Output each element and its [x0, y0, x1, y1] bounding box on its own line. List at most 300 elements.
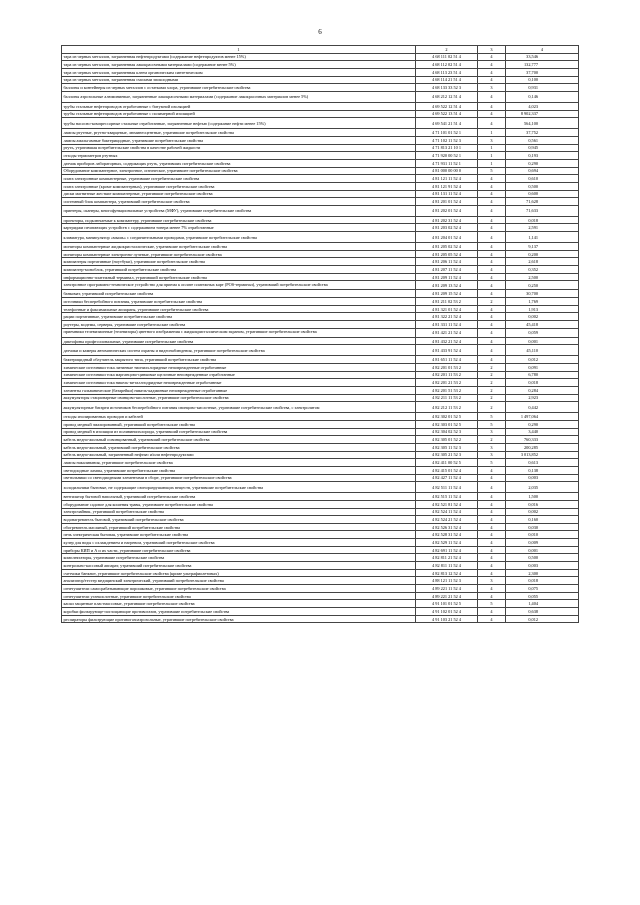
- cell-amount: 200,285: [506, 443, 579, 451]
- cell-amount: 3 013,852: [506, 451, 579, 459]
- cell-waste-code: 4 68 114 21 51 4: [416, 76, 478, 84]
- cell-amount: 2,618: [506, 258, 579, 266]
- table-row: [62, 615, 579, 623]
- table-row: [62, 585, 579, 593]
- cell-hazard-class: 4: [478, 508, 506, 516]
- cell-waste-name: провод медный в изоляции из поливинилхлорида, утративший потребительские свойства: [62, 428, 416, 436]
- cell-waste-code: 4 82 201 01 53 2: [416, 364, 478, 372]
- cell-waste-name: аккумуляторы стационарные свинцово-кислотные, утратившие потребительские свойства: [62, 394, 416, 402]
- header-row: [62, 46, 579, 54]
- cell-waste-name: контрольно-кассовый аппарат, утративший потребительские свойства: [62, 562, 416, 570]
- cell-amount: 71,628: [506, 198, 579, 206]
- cell-waste-code: 4 81 433 91 52 4: [416, 345, 478, 356]
- cell-waste-name: диктофоны профессиональные, утратившие потребительские свойства: [62, 337, 416, 345]
- table-row: [62, 53, 579, 61]
- cell-amount: 760,333: [506, 436, 579, 444]
- cell-waste-code: 4 81 322 21 52 4: [416, 313, 478, 321]
- cell-waste-name: плата электронные компьютерные, утратившие потребительские свойства: [62, 175, 416, 183]
- cell-waste-name: холодильники бытовые, не содержащие озоноразрушающих веществ, утратившие потребительские свойства: [62, 482, 416, 493]
- table-row: [62, 562, 579, 570]
- table-row: [62, 190, 579, 198]
- cell-hazard-class: 4: [478, 321, 506, 329]
- cell-amount: 0,193: [506, 152, 579, 160]
- cell-hazard-class: 4: [478, 305, 506, 313]
- table-row: [62, 443, 579, 451]
- cell-amount: 0,284: [506, 386, 579, 394]
- cell-amount: 0,138: [506, 466, 579, 474]
- table-row: [62, 250, 579, 258]
- cell-amount: 0,561: [506, 136, 579, 144]
- cell-hazard-class: 4: [478, 554, 506, 562]
- table-row: [62, 118, 579, 129]
- cell-amount: 0,146: [506, 91, 579, 102]
- cell-waste-code: 4 88 121 11 52 3: [416, 577, 478, 585]
- table-row: [62, 394, 579, 402]
- cell-hazard-class: 4: [478, 313, 506, 321]
- cell-waste-name: датчики и камеры автоматических систем охраны и видеонаблюдения, утратившие потребительские свойства: [62, 345, 416, 356]
- table-row: [62, 379, 579, 387]
- cell-amount: 0,290: [506, 159, 579, 167]
- cell-hazard-class: 2: [478, 379, 506, 387]
- cell-amount: 0,030: [506, 523, 579, 531]
- cell-waste-code: 4 81 121 91 52 4: [416, 182, 478, 190]
- cell-waste-name: кабель медно-жильный освинцованный, утративший потребительские свойства: [62, 436, 416, 444]
- cell-hazard-class: 3: [478, 428, 506, 436]
- table-row: [62, 466, 579, 474]
- table-body: [62, 53, 579, 623]
- table-row: [62, 345, 579, 356]
- cell-hazard-class: 4: [478, 608, 506, 616]
- table-row: [62, 313, 579, 321]
- table-row: [62, 413, 579, 421]
- cell-waste-name: электронное программно-техническое устройство для приема к оплате платежных карт (POS-терминал), утративший потребительские свойства: [62, 281, 416, 290]
- cell-waste-name: компьютер-моноблок, утративший потребительские свойства: [62, 266, 416, 274]
- cell-amount: 0,059: [506, 328, 579, 337]
- table-row: [62, 482, 579, 493]
- table-row: [62, 600, 579, 608]
- table-row: [62, 474, 579, 482]
- table-row: [62, 102, 579, 110]
- cell-hazard-class: 4: [478, 546, 506, 554]
- cell-waste-code: 4 81 131 11 52 4: [416, 190, 478, 198]
- cell-waste-name: аккумуляторные батареи источников бесперебойного питания свинцово-кислотные, утратившие потребительские свойства, с электролитом: [62, 402, 416, 413]
- table-row: [62, 175, 579, 183]
- cell-waste-code: 4 89 221 21 52 4: [416, 592, 478, 600]
- cell-amount: 0,931: [506, 84, 579, 92]
- table-row: [62, 243, 579, 251]
- table-row: [62, 364, 579, 372]
- cell-waste-code: 4 68 113 23 51 4: [416, 68, 478, 76]
- cell-waste-code: 4 82 411 00 52 5: [416, 459, 478, 467]
- cell-waste-code: 4 82 212 11 53 2: [416, 402, 478, 413]
- cell-amount: 2,923: [506, 394, 579, 402]
- cell-hazard-class: 2: [478, 298, 506, 306]
- table-row: [62, 232, 579, 243]
- cell-waste-code: 4 81 205 02 52 4: [416, 243, 478, 251]
- cell-amount: 1,141: [506, 232, 579, 243]
- cell-amount: 37,700: [506, 68, 579, 76]
- cell-waste-code: 4 81 201 01 52 4: [416, 198, 478, 206]
- table-row: [62, 76, 579, 84]
- table-row: [62, 167, 579, 175]
- cell-hazard-class: 4: [478, 266, 506, 274]
- table-row: [62, 136, 579, 144]
- cell-amount: 9,137: [506, 243, 579, 251]
- cell-waste-name: бактерицидный облучатель закрытого типа, утративший потребительские свойства: [62, 356, 416, 364]
- cell-waste-code: 4 69 522 12 51 4: [416, 102, 478, 110]
- table-row: [62, 554, 579, 562]
- cell-waste-code: 4 81 000 00 00 0: [416, 167, 478, 175]
- cell-waste-code: 4 69 541 21 51 4: [416, 118, 478, 129]
- cell-hazard-class: 3: [478, 577, 506, 585]
- cell-waste-code: 4 71 931 11 52 1: [416, 159, 478, 167]
- table-row: [62, 371, 579, 379]
- table-row: [62, 298, 579, 306]
- cell-amount: 1 497,064: [506, 413, 579, 421]
- cell-amount: 0,613: [506, 459, 579, 467]
- cell-amount: 0,055: [506, 592, 579, 600]
- cell-amount: 45,418: [506, 321, 579, 329]
- cell-hazard-class: 4: [478, 337, 506, 345]
- table-row: [62, 523, 579, 531]
- cell-amount: 0,012: [506, 615, 579, 623]
- cell-waste-name: тара из черных металлов, загрязненная лакокрасочными материалами (содержание менее 5%): [62, 61, 416, 69]
- cell-waste-code: 4 82 305 11 52 3: [416, 443, 478, 451]
- cell-amount: 0,003: [506, 562, 579, 570]
- cell-hazard-class: 4: [478, 345, 506, 356]
- table-row: [62, 577, 579, 585]
- cell-waste-code: 4 82 415 01 52 4: [416, 466, 478, 474]
- cell-amount: 2,591: [506, 224, 579, 232]
- cell-hazard-class: 4: [478, 258, 506, 266]
- cell-waste-name: электрочайник, утративший потребительские свойства: [62, 508, 416, 516]
- cell-amount: 0,002: [506, 313, 579, 321]
- cell-waste-name: химические источники тока марганцово-цинковые щелочные неповрежденные отработанные: [62, 371, 416, 379]
- cell-hazard-class: 4: [478, 175, 506, 183]
- table-row: [62, 569, 579, 577]
- cell-waste-name: вентилятор бытовой напольный, утративший потребительские свойства: [62, 493, 416, 501]
- cell-waste-code: 4 81 651 11 52 4: [416, 356, 478, 364]
- cell-waste-name: информационно-платежный терминал, утративший потребительские свойства: [62, 273, 416, 281]
- table-row: [62, 546, 579, 554]
- cell-waste-name: светодиодные лампы, утратившие потребительские свойства: [62, 466, 416, 474]
- header-cell-amount: 4: [506, 46, 579, 54]
- cell-waste-name: системный блок компьютера, утративший потребительские свойства: [62, 198, 416, 206]
- cell-waste-name: приемники телевизионные (телевизоры) цветного изображения с жидкокристаллическим экраном, утратившие потребительские свойства: [62, 328, 416, 337]
- cell-hazard-class: 4: [478, 232, 506, 243]
- cell-amount: 0,610: [506, 175, 579, 183]
- cell-waste-name: картриджи печатающих устройств с содержанием тонера менее 7% отработанные: [62, 224, 416, 232]
- table-row: [62, 84, 579, 92]
- cell-waste-code: 4 82 811 21 52 4: [416, 554, 478, 562]
- cell-waste-code: 4 91 103 21 52 4: [416, 615, 478, 623]
- cell-amount: 0,016: [506, 500, 579, 508]
- cell-waste-code: 4 81 209 13 52 4: [416, 281, 478, 290]
- table-row: [62, 61, 579, 69]
- cell-waste-code: 4 82 305 21 52 3: [416, 451, 478, 459]
- cell-amount: 0,012: [506, 356, 579, 364]
- table-row: [62, 144, 579, 152]
- cell-hazard-class: 4: [478, 250, 506, 258]
- header-cell-name: 1: [62, 46, 416, 54]
- cell-waste-name: источники бесперебойного питания, утратившие потребительские свойства: [62, 298, 416, 306]
- cell-waste-name: счетчики банкнот, утратившие потребительские свойства (кроме ультрафиолетовых): [62, 569, 416, 577]
- cell-hazard-class: 4: [478, 53, 506, 61]
- cell-hazard-class: 5: [478, 167, 506, 175]
- cell-amount: 1,769: [506, 298, 579, 306]
- table-row: [62, 428, 579, 436]
- cell-hazard-class: 4: [478, 224, 506, 232]
- cell-waste-code: 4 81 206 11 52 4: [416, 258, 478, 266]
- cell-hazard-class: 4: [478, 592, 506, 600]
- cell-hazard-class: 1: [478, 129, 506, 137]
- cell-hazard-class: 4: [478, 493, 506, 501]
- cell-amount: 0,442: [506, 402, 579, 413]
- cell-waste-code: 4 81 202 01 52 4: [416, 205, 478, 216]
- cell-waste-code: 4 71 813 21 10 1: [416, 144, 478, 152]
- cell-waste-code: 4 91 102 01 52 4: [416, 608, 478, 616]
- cell-waste-code: 4 82 302 01 52 5: [416, 413, 478, 421]
- cell-waste-code: 4 82 529 11 52 4: [416, 539, 478, 547]
- cell-hazard-class: 4: [478, 474, 506, 482]
- cell-waste-code: 4 89 221 11 52 4: [416, 585, 478, 593]
- table-row: [62, 216, 579, 224]
- cell-hazard-class: 4: [478, 216, 506, 224]
- table-row: [62, 305, 579, 313]
- cell-amount: 0,003: [506, 474, 579, 482]
- cell-waste-code: 4 82 813 12 52 4: [416, 569, 478, 577]
- cell-waste-name: ртуть, утратившая потребительские свойства в качестве рабочей жидкости: [62, 144, 416, 152]
- table-row: [62, 386, 579, 394]
- cell-waste-name: лампы амальгамные бактерицидные, утратившие потребительские свойства: [62, 136, 416, 144]
- table-row: [62, 592, 579, 600]
- cell-waste-name: тара из черных металлов, загрязненная клеем органическим синтетическим: [62, 68, 416, 76]
- cell-hazard-class: 4: [478, 482, 506, 493]
- cell-amount: 1,913: [506, 305, 579, 313]
- table-row: [62, 539, 579, 547]
- cell-waste-code: 4 82 528 31 52 4: [416, 531, 478, 539]
- cell-waste-code: 4 81 432 21 52 4: [416, 337, 478, 345]
- cell-waste-code: 4 68 212 12 51 4: [416, 91, 478, 102]
- cell-amount: 8 902,337: [506, 110, 579, 118]
- cell-hazard-class: 4: [478, 76, 506, 84]
- cell-hazard-class: 4: [478, 500, 506, 508]
- cell-amount: 0,018: [506, 577, 579, 585]
- cell-waste-name: оборудование садовое для кошения травы, утратившее потребительские свойства: [62, 500, 416, 508]
- table-row: [62, 516, 579, 524]
- cell-waste-code: 4 68 112 02 51 4: [416, 61, 478, 69]
- cell-waste-name: компьютеры портативные (ноутбуки), утратившие потребительские свойства: [62, 258, 416, 266]
- table-row: [62, 129, 579, 137]
- cell-hazard-class: 4: [478, 281, 506, 290]
- cell-hazard-class: 2: [478, 402, 506, 413]
- cell-waste-code: 4 81 321 01 52 4: [416, 305, 478, 313]
- cell-waste-name: приборы КИП и А и их части, утратившие потребительские свойства: [62, 546, 416, 554]
- cell-waste-name: трубы стальные нефтепроводов отработанные с полимерной изоляцией: [62, 110, 416, 118]
- cell-waste-name: плата электронные (кроме компьютерных), утратившие потребительские свойства: [62, 182, 416, 190]
- cell-waste-name: кабель медно-жильный, загрязненный нефтью и/или нефтепродуктами: [62, 451, 416, 459]
- cell-waste-name: тара из черных металлов, загрязненная смолами эпоксидными: [62, 76, 416, 84]
- cell-hazard-class: 4: [478, 182, 506, 190]
- cell-waste-code: 4 91 101 01 52 5: [416, 600, 478, 608]
- cell-waste-name: тара из черных металлов, загрязненная нефтепродуктами (содержание нефтепродуктов менее 15%): [62, 53, 416, 61]
- cell-waste-code: 4 81 202 31 52 4: [416, 216, 478, 224]
- cell-amount: 0,100: [506, 76, 579, 84]
- cell-waste-name: элементы гальванические (батарейки) никель-кадмиевые неповрежденные отработанные: [62, 386, 416, 394]
- cell-waste-code: 4 81 331 11 52 4: [416, 321, 478, 329]
- cell-waste-code: 4 82 524 11 52 4: [416, 508, 478, 516]
- cell-hazard-class: 4: [478, 198, 506, 206]
- cell-amount: 0,075: [506, 585, 579, 593]
- cell-hazard-class: 1: [478, 159, 506, 167]
- cell-waste-name: мониторы компьютерные жидкокристаллические, утратившие потребительские свойства: [62, 243, 416, 251]
- cell-waste-name: телефонные и факсимильные аппараты, утратившие потребительские свойства: [62, 305, 416, 313]
- cell-waste-name: баллоны аэрозольные алюминиевые, загрязненные лакокрасочными материалами (содержание лакокрасочных материалов менее 5%): [62, 91, 416, 102]
- cell-waste-code: 4 81 203 02 52 4: [416, 224, 478, 232]
- cell-waste-name: огнетушители самосрабатывающие порошковые, утратившие потребительские свойства: [62, 585, 416, 593]
- table-row: [62, 337, 579, 345]
- cell-waste-name: отходы термометров ртутных: [62, 152, 416, 160]
- cell-waste-code: 4 81 211 02 53 2: [416, 298, 478, 306]
- table-row: [62, 198, 579, 206]
- cell-amount: 0,500: [506, 554, 579, 562]
- cell-hazard-class: 3: [478, 84, 506, 92]
- cell-hazard-class: 3: [478, 443, 506, 451]
- cell-amount: 564,100: [506, 118, 579, 129]
- table-row: [62, 68, 579, 76]
- cell-hazard-class: 4: [478, 102, 506, 110]
- table-row: [62, 402, 579, 413]
- cell-waste-name: принтеры, сканеры, многофункциональные устройства (МФУ), утратившие потребительские свойства: [62, 205, 416, 216]
- table-row: [62, 258, 579, 266]
- table-row: [62, 356, 579, 364]
- table-row: [62, 152, 579, 160]
- cell-waste-name: обогреватель масляный, утративший потребительские свойства: [62, 523, 416, 531]
- cell-waste-code: 4 82 305 01 52 2: [416, 436, 478, 444]
- table-row: [62, 493, 579, 501]
- cell-amount: 4,023: [506, 102, 579, 110]
- cell-amount: 0,352: [506, 266, 579, 274]
- cell-hazard-class: 4: [478, 68, 506, 76]
- cell-waste-code: 4 82 691 11 52 4: [416, 546, 478, 554]
- cell-waste-name: рации портативные, утратившие потребительские свойства: [62, 313, 416, 321]
- cell-hazard-class: 4: [478, 516, 506, 524]
- cell-waste-code: 4 82 201 21 53 2: [416, 379, 478, 387]
- cell-amount: 0,694: [506, 167, 579, 175]
- table-row: [62, 459, 579, 467]
- cell-amount: 0,200: [506, 250, 579, 258]
- cell-hazard-class: 4: [478, 531, 506, 539]
- table-row: [62, 159, 579, 167]
- cell-amount: 30,700: [506, 290, 579, 298]
- cell-waste-name: кабель медно-жильный, утративший потребительские свойства: [62, 443, 416, 451]
- table-row: [62, 182, 579, 190]
- cell-hazard-class: 4: [478, 290, 506, 298]
- cell-waste-name: диски магнитные жесткие компьютерные, утратившие потребительские свойства: [62, 190, 416, 198]
- cell-waste-code: 4 69 522 13 51 4: [416, 110, 478, 118]
- cell-amount: 0,091: [506, 364, 579, 372]
- cell-amount: 0,009: [506, 539, 579, 547]
- cell-hazard-class: 1: [478, 152, 506, 160]
- cell-waste-code: 4 81 421 21 52 4: [416, 328, 478, 337]
- cell-waste-code: 4 81 209 15 52 4: [416, 290, 478, 298]
- cell-hazard-class: 4: [478, 190, 506, 198]
- cell-amount: 0,001: [506, 546, 579, 554]
- cell-waste-name: лампы накаливания, утратившие потребительские свойства: [62, 459, 416, 467]
- cell-hazard-class: 4: [478, 356, 506, 364]
- table-row: [62, 224, 579, 232]
- cell-waste-name: кулер для воды с охлаждением и нагревом, утративший потребительские свойства: [62, 539, 416, 547]
- cell-waste-code: 4 71 101 01 52 1: [416, 129, 478, 137]
- cell-waste-code: 4 82 524 21 52 4: [416, 516, 478, 524]
- cell-amount: 0,010: [506, 531, 579, 539]
- cell-waste-code: 4 71 920 00 52 1: [416, 152, 478, 160]
- cell-waste-code: 4 82 526 31 52 4: [416, 523, 478, 531]
- cell-hazard-class: 4: [478, 328, 506, 337]
- cell-amount: 2,300: [506, 569, 579, 577]
- page-number: 6: [318, 28, 322, 36]
- cell-amount: 0,638: [506, 608, 579, 616]
- cell-waste-name: химические источники тока литиевые тионилхлоридные неповрежденные отработанные: [62, 364, 416, 372]
- table-row: [62, 451, 579, 459]
- cell-hazard-class: 5: [478, 600, 506, 608]
- cell-amount: 0,500: [506, 182, 579, 190]
- header-cell-class: 3: [478, 46, 506, 54]
- cell-waste-name: проекторы, подключаемые к компьютеру, утратившие потребительские свойства: [62, 216, 416, 224]
- cell-waste-name: клавиатура, манипулятор «мышь» с соединительными проводами, утратившие потребительские свойства: [62, 232, 416, 243]
- cell-waste-code: 4 82 515 11 52 4: [416, 493, 478, 501]
- cell-waste-name: печь электрическая бытовая, утратившие потребительские свойства: [62, 531, 416, 539]
- table-row: [62, 436, 579, 444]
- cell-hazard-class: 2: [478, 364, 506, 372]
- cell-waste-name: баллоны и контейнеры из черных металлов с остатками хлора, утратившие потребительские свойства: [62, 84, 416, 92]
- cell-amount: 3,440: [506, 428, 579, 436]
- cell-amount: 0,018: [506, 216, 579, 224]
- cell-hazard-class: 2: [478, 394, 506, 402]
- cell-hazard-class: 4: [478, 523, 506, 531]
- table-row: [62, 531, 579, 539]
- cell-hazard-class: 2: [478, 436, 506, 444]
- cell-hazard-class: 5: [478, 413, 506, 421]
- cell-hazard-class: 4: [478, 273, 506, 281]
- table-row: [62, 273, 579, 281]
- cell-waste-name: трубы насосно-компрессорные стальные отработанные, загрязненные нефтью (содержание нефти менее 15%): [62, 118, 416, 129]
- cell-waste-code: 4 82 521 81 52 4: [416, 500, 478, 508]
- cell-hazard-class: 4: [478, 585, 506, 593]
- cell-hazard-class: 4: [478, 243, 506, 251]
- cell-waste-code: 4 82 511 11 52 4: [416, 482, 478, 493]
- cell-amount: 0,290: [506, 420, 579, 428]
- cell-waste-name: анализатор/тестер медицинский электрический, утративший потребительские свойства: [62, 577, 416, 585]
- cell-amount: 0,250: [506, 281, 579, 290]
- cell-hazard-class: 4: [478, 205, 506, 216]
- cell-waste-code: 4 68 111 02 51 4: [416, 53, 478, 61]
- cell-waste-code: 4 82 201 51 53 2: [416, 386, 478, 394]
- cell-amount: 1,500: [506, 493, 579, 501]
- cell-waste-code: 4 81 209 11 52 4: [416, 273, 478, 281]
- cell-waste-code: 4 82 427 11 52 4: [416, 474, 478, 482]
- cell-amount: 0,001: [506, 337, 579, 345]
- cell-amount: 33,546: [506, 53, 579, 61]
- cell-waste-code: 4 81 204 01 52 4: [416, 232, 478, 243]
- cell-waste-name: трубы стальные нефтепроводов отработанные с битумной изоляцией: [62, 102, 416, 110]
- cell-waste-name: отходы изолированных проводов и кабелей: [62, 413, 416, 421]
- cell-amount: 1,404: [506, 600, 579, 608]
- cell-waste-code: 4 82 811 11 52 4: [416, 562, 478, 570]
- cell-waste-code: 4 82 211 11 53 2: [416, 394, 478, 402]
- cell-waste-name: светильники со светодиодными элементами в сборе, утратившие потребительские свойства: [62, 474, 416, 482]
- cell-waste-name: Оборудование компьютерное, электронное, оптическое, утратившее потребительские свойства: [62, 167, 416, 175]
